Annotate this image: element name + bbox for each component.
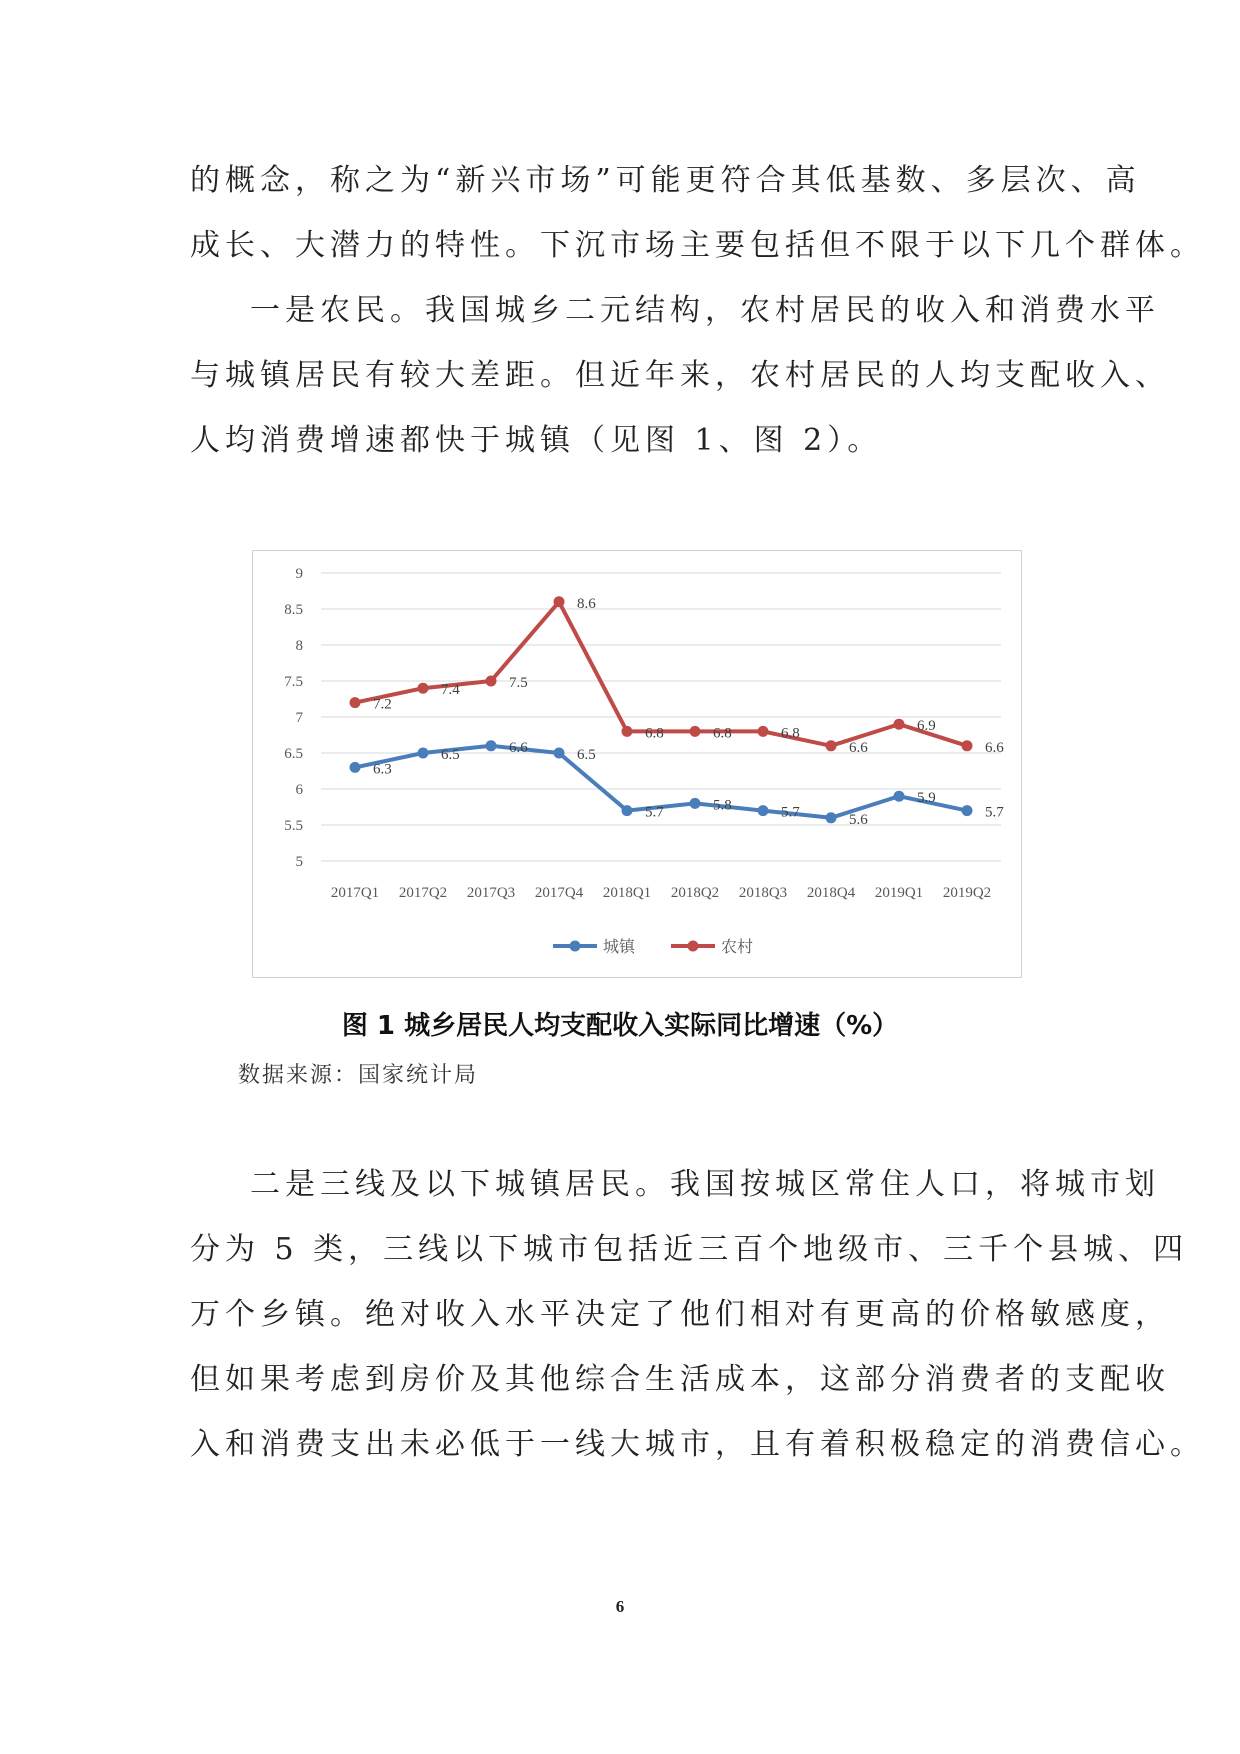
y-tick-label: 7.5 [284, 674, 303, 690]
data-label: 6.6 [509, 739, 528, 756]
text-line: 的概念，称之为“新兴市场”可能更符合其低基数、多层次、高 [190, 163, 1141, 198]
x-tick-label: 2017Q4 [534, 885, 584, 901]
data-point [690, 798, 701, 809]
legend-entry: 城镇 [603, 937, 636, 956]
x-tick-label: 2017Q1 [330, 885, 380, 901]
data-point [350, 697, 361, 708]
data-label: 5.8 [713, 797, 732, 814]
text-line: 但如果考虑到房价及其他综合生活成本，这部分消费者的支配收 [190, 1362, 1170, 1397]
data-label: 6.6 [985, 739, 1004, 756]
data-point [758, 805, 769, 816]
figure-caption: 图 1 城乡居民人均支配收入实际同比增速（%） [341, 1011, 899, 1041]
x-tick-label: 2018Q1 [602, 885, 652, 901]
text-line: 成长、大潜力的特性。下沉市场主要包括但不限于以下几个群体。 [190, 228, 1205, 263]
data-label: 6.3 [373, 761, 392, 778]
data-point [826, 740, 837, 751]
data-label: 7.2 [373, 696, 392, 713]
paragraph-3 [190, 1152, 1205, 1477]
data-point [350, 762, 361, 773]
text-line: 二是三线及以下城镇居民。我国按城区常住人口，将城市划 [250, 1167, 1160, 1202]
series-line-rural [355, 602, 967, 746]
x-tick-label: 2019Q2 [942, 885, 992, 901]
paragraph-1 [190, 148, 1205, 278]
text-line: 分为 5 类，三线以下城市包括近三百个地级市、三千个县城、四 [190, 1232, 1189, 1267]
y-tick-label: 8.5 [284, 602, 303, 618]
data-point [418, 683, 429, 694]
legend-entry: 农村 [721, 937, 754, 956]
data-label: 6.8 [713, 725, 732, 742]
y-tick-label: 6.5 [284, 746, 303, 762]
data-point [622, 726, 633, 737]
x-tick-label: 2017Q3 [466, 885, 516, 901]
data-label: 6.9 [917, 718, 936, 735]
data-label: 5.9 [917, 790, 936, 807]
x-tick-label: 2017Q2 [398, 885, 448, 901]
paragraph-2 [190, 278, 1170, 473]
data-label: 5.7 [645, 804, 664, 821]
legend-swatch-marker [570, 941, 581, 952]
y-tick-label: 9 [295, 566, 303, 582]
data-point [962, 805, 973, 816]
y-tick-label: 5 [295, 854, 303, 870]
y-tick-label: 8 [295, 638, 303, 654]
text-line: 一是农民。我国城乡二元结构，农村居民的收入和消费水平 [250, 293, 1160, 328]
data-label: 5.7 [985, 804, 1004, 821]
data-point [486, 676, 497, 687]
figure-source: 数据来源：国家统计局 [238, 1063, 479, 1088]
data-label: 6.5 [441, 747, 460, 763]
data-point [622, 805, 633, 816]
x-tick-label: 2018Q2 [670, 885, 720, 901]
data-point [690, 726, 701, 737]
text-line: 万个乡镇。绝对收入水平决定了他们相对有更高的价格敏感度， [190, 1297, 1170, 1332]
line-chart [253, 551, 1020, 976]
data-label: 5.7 [781, 804, 800, 821]
figure-1-chart [252, 550, 1022, 978]
x-tick-label: 2019Q1 [874, 885, 924, 901]
data-point [486, 740, 497, 751]
data-point [894, 791, 905, 802]
y-tick-label: 7 [295, 710, 303, 726]
data-point [554, 748, 565, 759]
y-tick-label: 5.5 [284, 818, 303, 834]
page-number: 6 [615, 1597, 625, 1616]
data-point [418, 748, 429, 759]
data-label: 6.8 [645, 725, 664, 742]
data-label: 8.6 [577, 595, 596, 612]
data-label: 6.5 [577, 747, 596, 763]
data-point [826, 812, 837, 823]
y-tick-label: 6 [295, 782, 303, 798]
data-point [962, 740, 973, 751]
text-line: 与城镇居民有较大差距。但近年来，农村居民的人均支配收入、 [190, 358, 1170, 393]
data-label: 5.6 [849, 811, 868, 828]
data-point [554, 596, 565, 607]
data-label: 6.6 [849, 739, 868, 756]
data-label: 7.4 [441, 682, 460, 699]
data-label: 7.5 [509, 675, 528, 691]
text-line: 入和消费支出未必低于一线大城市，且有着积极稳定的消费信心。 [190, 1427, 1205, 1462]
data-point [758, 726, 769, 737]
text-line: 人均消费增速都快于城镇（见图 1、图 2）。 [190, 423, 883, 458]
data-point [894, 719, 905, 730]
x-tick-label: 2018Q3 [738, 885, 788, 901]
legend-swatch-marker [688, 941, 699, 952]
x-tick-label: 2018Q4 [806, 885, 856, 901]
data-label: 6.8 [781, 725, 800, 742]
